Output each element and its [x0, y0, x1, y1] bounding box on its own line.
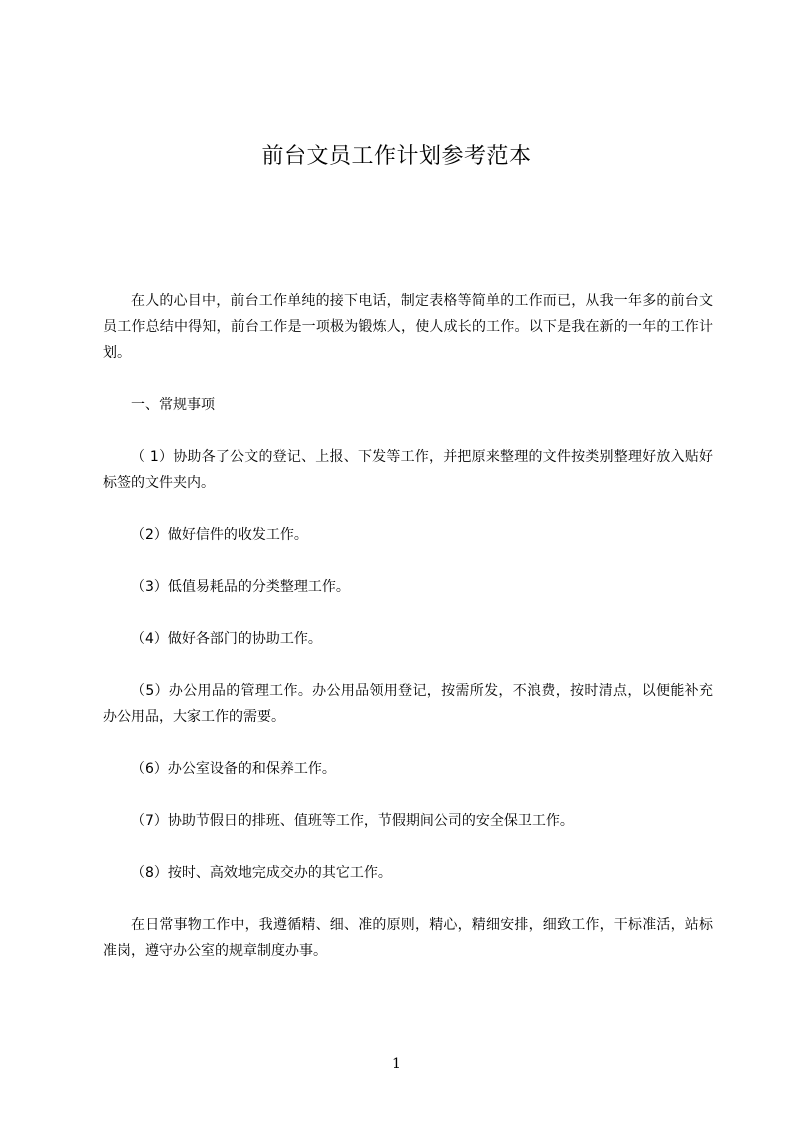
list-item: （8）按时、高效地完成交办的其它工作。: [131, 865, 392, 881]
list-item: （4）做好各部门的协助工作。: [131, 631, 322, 647]
list-item: （5）办公用品的管理工作。办公用品领用登记，按需所发，不浪费，按时清点，以便能补充办公用品，大家工作的需要。: [103, 683, 713, 725]
document-title: 前台文员工作计划参考范本: [261, 144, 532, 169]
list-item: （7）协助节假日的排班、值班等工作，节假期间公司的安全保卫工作。: [131, 813, 574, 829]
document-body: [103, 288, 713, 990]
intro-paragraph: 在人的心目中，前台工作单纯的接下电话，制定表格等简单的工作而已，从我一年多的前台文员工作总结中得知，前台工作是一项极为锻炼人，使人成长的工作。以下是我在新的一年的工作计划。: [103, 293, 713, 361]
list-item: （6）办公室设备的和保养工作。: [131, 761, 336, 777]
page-number: 1: [392, 1056, 401, 1072]
section-heading: 一、常规事项: [131, 397, 215, 413]
list-item: （2）做好信件的收发工作。: [131, 527, 308, 543]
list-item: （3）低值易耗品的分类整理工作。: [131, 579, 350, 595]
list-item: （ 1）协助各了公文的登记、上报、下发等工作，并把原来整理的文件按类别整理好放入贴好标签的文件夹内。: [103, 449, 713, 491]
closing-paragraph: 在日常事物工作中，我遵循精、细、准的原则，精心，精细安排，细致工作，干标准活，站标准岗，遵守办公室的规章制度办事。: [103, 917, 713, 959]
